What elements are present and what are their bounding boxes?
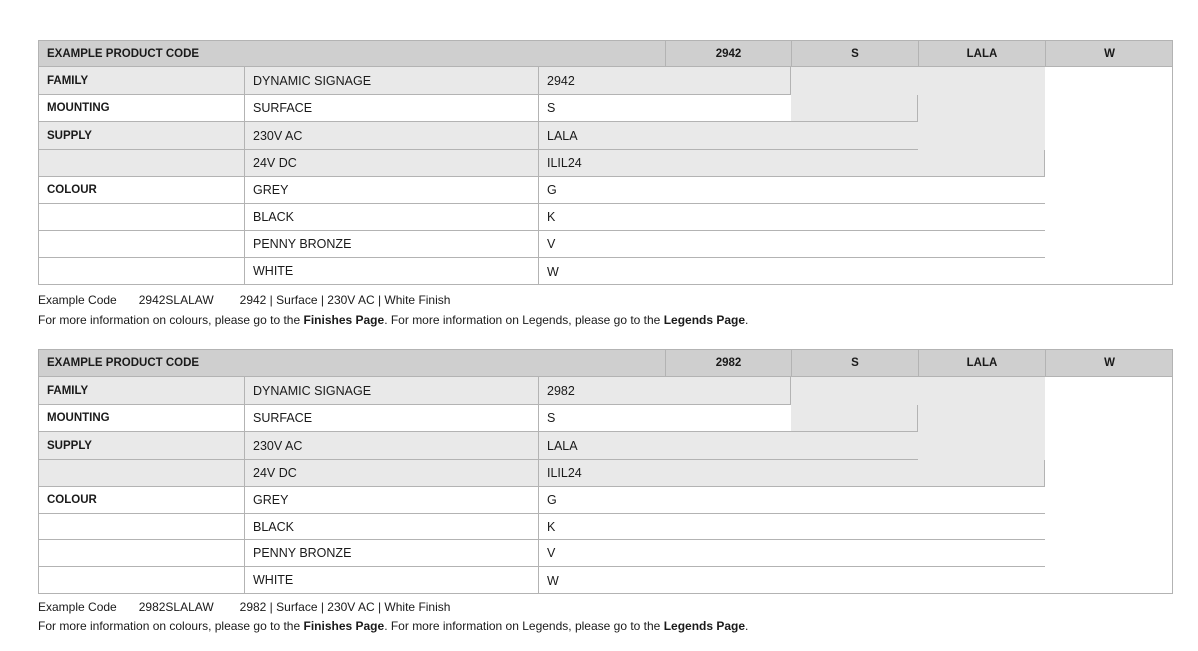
header-code-family: 2942 xyxy=(665,40,791,67)
info-line xyxy=(38,313,748,327)
table-row xyxy=(38,540,1173,567)
table-row xyxy=(38,122,1173,150)
row-option: 24V DC xyxy=(244,460,538,487)
info-line xyxy=(38,619,748,633)
table-row xyxy=(38,432,1173,460)
row-option: GREY xyxy=(244,487,538,514)
product-code-block-1 xyxy=(38,40,1173,327)
row-option: 24V DC xyxy=(244,150,538,177)
example-code-value: 2942SLALAW xyxy=(138,293,214,307)
header-title: EXAMPLE PRODUCT CODE xyxy=(38,349,665,377)
row-code: ILIL24 xyxy=(538,150,1045,177)
table-row xyxy=(38,405,1173,432)
row-label xyxy=(38,258,244,285)
finishes-page-link[interactable]: Finishes Page xyxy=(303,313,385,327)
row-code: LALA xyxy=(538,432,918,460)
table-row xyxy=(38,231,1173,258)
row-code: LALA xyxy=(538,122,918,150)
header-code-family: 2982 xyxy=(665,349,791,377)
table-row xyxy=(38,258,1173,285)
row-code: 2942 xyxy=(538,67,791,95)
legends-page-link[interactable]: Legends Page xyxy=(663,313,746,327)
row-label: MOUNTING xyxy=(38,95,244,122)
table-row xyxy=(38,377,1173,405)
row-label xyxy=(38,231,244,258)
header-code-supply: LALA xyxy=(918,40,1045,67)
example-code-line xyxy=(38,600,450,614)
row-label: SUPPLY xyxy=(38,432,244,460)
row-code: G xyxy=(538,177,1045,204)
row-option: BLACK xyxy=(244,204,538,231)
row-code: W xyxy=(538,567,1045,594)
row-option: PENNY BRONZE xyxy=(244,231,538,258)
info-middle: . For more information on Legends, please go to the xyxy=(384,313,664,327)
header-title: EXAMPLE PRODUCT CODE xyxy=(38,40,665,67)
table-row xyxy=(38,460,1173,487)
example-code-description: 2982 | Surface | 230V AC | White Finish xyxy=(239,600,451,614)
product-code-table xyxy=(38,349,1173,594)
table-row xyxy=(38,150,1173,177)
table-header-row xyxy=(38,40,1173,67)
example-code-description: 2942 | Surface | 230V AC | White Finish xyxy=(239,293,451,307)
row-option: SURFACE xyxy=(244,405,538,432)
header-code-mounting: S xyxy=(791,349,918,377)
row-label: FAMILY xyxy=(38,377,244,405)
product-code-table xyxy=(38,40,1173,285)
example-code-line xyxy=(38,293,450,307)
table-row xyxy=(38,514,1173,540)
row-option: GREY xyxy=(244,177,538,204)
table-row xyxy=(38,204,1173,231)
header-code-colour: W xyxy=(1045,349,1173,377)
row-code: W xyxy=(538,258,1045,285)
row-label xyxy=(38,567,244,594)
row-code: K xyxy=(538,514,1045,540)
row-label: COLOUR xyxy=(38,487,244,514)
row-option: 230V AC xyxy=(244,122,538,150)
table-header-row xyxy=(38,349,1173,377)
table-row xyxy=(38,177,1173,204)
row-label: FAMILY xyxy=(38,67,244,95)
example-code-label: Example Code xyxy=(38,293,117,307)
row-label: COLOUR xyxy=(38,177,244,204)
table-row xyxy=(38,67,1173,95)
row-option: WHITE xyxy=(244,567,538,594)
table-row xyxy=(38,567,1173,594)
info-prefix: For more information on colours, please go to the xyxy=(38,313,304,327)
table-row xyxy=(38,95,1173,122)
row-option: BLACK xyxy=(244,514,538,540)
row-code: ILIL24 xyxy=(538,460,1045,487)
row-label xyxy=(38,514,244,540)
info-prefix: For more information on colours, please go to the xyxy=(38,619,304,633)
row-label xyxy=(38,540,244,567)
legends-page-link[interactable]: Legends Page xyxy=(663,619,746,633)
row-code: K xyxy=(538,204,1045,231)
row-code: S xyxy=(538,95,918,122)
row-option: DYNAMIC SIGNAGE xyxy=(244,377,538,405)
finishes-page-link[interactable]: Finishes Page xyxy=(303,619,385,633)
example-code-label: Example Code xyxy=(38,600,117,614)
row-code: 2982 xyxy=(538,377,791,405)
info-suffix: . xyxy=(745,313,749,327)
row-option: 230V AC xyxy=(244,432,538,460)
row-label xyxy=(38,150,244,177)
row-label: SUPPLY xyxy=(38,122,244,150)
row-label xyxy=(38,204,244,231)
info-suffix: . xyxy=(745,619,749,633)
row-code: G xyxy=(538,487,1045,514)
row-code: S xyxy=(538,405,918,432)
product-code-block-2 xyxy=(38,349,1173,633)
header-code-colour: W xyxy=(1045,40,1173,67)
info-middle: . For more information on Legends, please go to the xyxy=(384,619,664,633)
table-row xyxy=(38,487,1173,514)
row-option: WHITE xyxy=(244,258,538,285)
row-code: V xyxy=(538,231,1045,258)
header-code-mounting: S xyxy=(791,40,918,67)
header-code-supply: LALA xyxy=(918,349,1045,377)
row-label: MOUNTING xyxy=(38,405,244,432)
row-option: SURFACE xyxy=(244,95,538,122)
row-label xyxy=(38,460,244,487)
example-code-value: 2982SLALAW xyxy=(138,600,214,614)
row-option: PENNY BRONZE xyxy=(244,540,538,567)
row-option: DYNAMIC SIGNAGE xyxy=(244,67,538,95)
row-code: V xyxy=(538,540,1045,567)
